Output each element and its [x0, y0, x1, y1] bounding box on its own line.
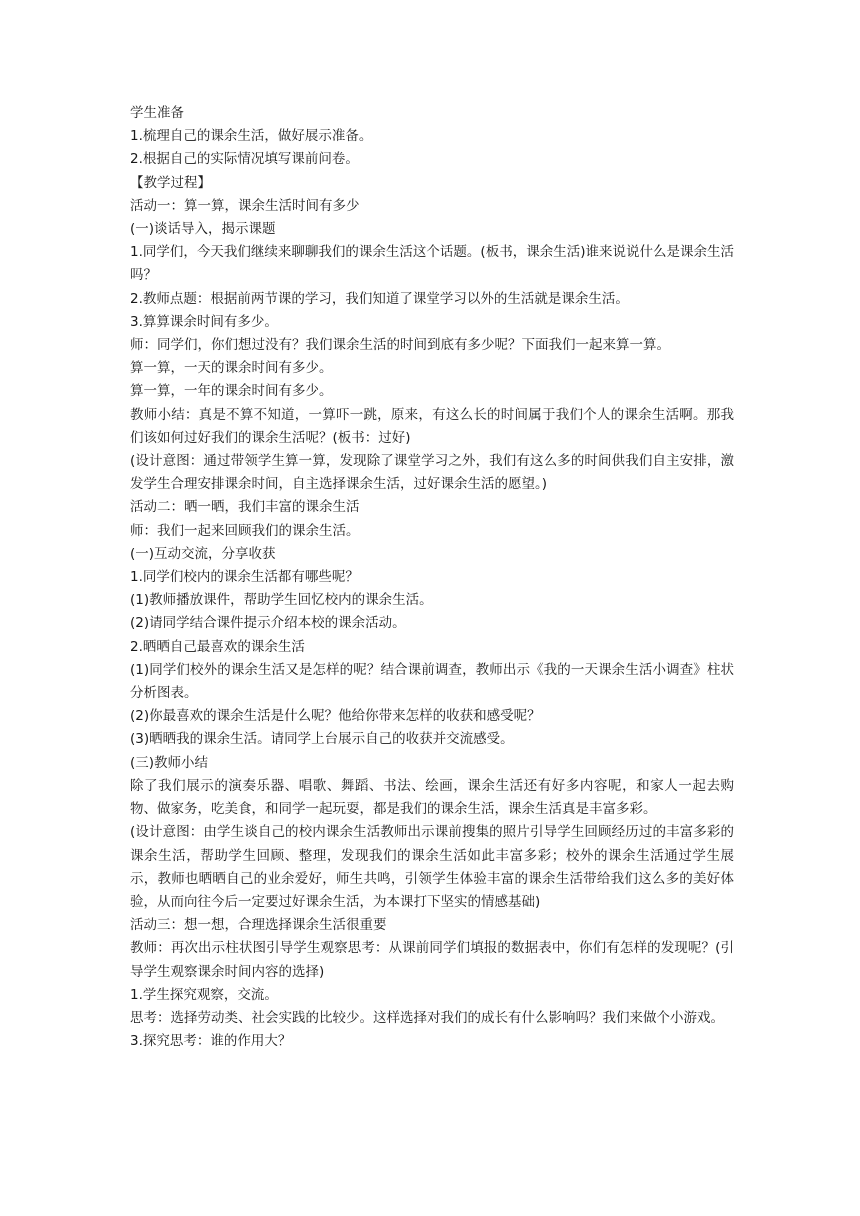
document-body	[130, 102, 734, 1053]
subsection-heading: (一)谈话导入，揭示课题	[130, 221, 276, 238]
paragraph: 除了我们展示的演奏乐器、唱歌、舞蹈、书法、绘画，课余生活还有好多内容呢，和家人一起去购物、做家务，吃美食，和同学一起玩耍，都是我们的课余生活，课余生活真是丰富多彩。	[130, 777, 734, 818]
paragraph: 3.探究思考：谁的作用大？	[130, 1033, 292, 1050]
paragraph: 1.学生探究观察，交流。	[130, 986, 278, 1003]
design-intent-note: (设计意图：通过带领学生算一算，发现除了课堂学习之外，我们有这么多的时间供我们自主安排，激发学生合理安排课余时间，自主选择课余生活，过好课余生活的愿望。)	[130, 453, 734, 493]
paragraph: 1.同学们，今天我们继续来聊聊我们的课余生活这个话题。(板书，课余生活)谁来说说什么是课余生活吗？	[130, 244, 734, 284]
paragraph: 2.晒晒自己最喜欢的课余生活	[130, 638, 305, 655]
paragraph: 教师小结：真是不算不知道，一算吓一跳，原来，有这么长的时间属于我们个人的课余生活啊。那我们该如何过好我们的课余生活呢？(板书：过好)	[130, 406, 734, 446]
paragraph: 教师：再次出示柱状图引导学生观察思考：从课前同学们填报的数据表中，你们有怎样的发现呢？(引导学生观察课余时间内容的选择)	[130, 940, 734, 980]
paragraph: (2)你最喜欢的课余生活是什么呢？他给你带来怎样的收获和感受呢？	[130, 708, 541, 725]
paragraph: 算一算，一天的课余时间有多少。	[130, 360, 333, 377]
paragraph: 1.梳理自己的课余生活，做好展示准备。	[130, 128, 373, 145]
paragraph: (3)晒晒我的课余生活。请同学上台展示自己的收获并交流感受。	[130, 731, 514, 748]
paragraph: (2)请同学结合课件提示介绍本校的课余活动。	[130, 615, 406, 632]
paragraph: 师：同学们，你们想过没有？我们课余生活的时间到底有多少呢？下面我们一起来算一算。	[130, 337, 670, 354]
section-heading: 学生准备	[130, 105, 184, 121]
paragraph: 2.教师点题：根据前两节课的学习，我们知道了课堂学习以外的生活就是课余生活。	[130, 290, 629, 307]
section-heading: 【教学过程】	[130, 174, 211, 191]
subsection-heading: (三)教师小结	[130, 754, 209, 771]
activity-heading: 活动三：想一想，合理选择课余生活很重要	[130, 917, 387, 934]
paragraph: 思考：选择劳动类、社会实践的比较少。这样选择对我们的成长有什么影响吗？我们来做个小游戏。	[130, 1009, 724, 1026]
design-intent-note: (设计意图：由学生谈自己的校内课余生活教师出示课前搜集的照片引导学生回顾经历过的丰富多彩的课余生活，帮助学生回顾、整理，发现我们的课余生活如此丰富多彩；校外的课余生活通过学生展示，教师也晒晒自己的业余爱好，师生共鸣，引领学生体验丰富的课余生活带给我们这么多的美好体验，从而向往今后一定要过好课余生活，为本课打下坚实的情感基础)	[130, 824, 734, 910]
activity-heading: 活动二：晒一晒，我们丰富的课余生活	[130, 499, 360, 516]
paragraph: 3.算算课余时间有多少。	[130, 313, 278, 330]
paragraph: 2.根据自己的实际情况填写课前问卷。	[130, 151, 359, 168]
paragraph: 算一算，一年的课余时间有多少。	[130, 383, 333, 400]
paragraph: (1)教师播放课件，帮助学生回忆校内的课余生活。	[130, 592, 433, 609]
activity-heading: 活动一：算一算，课余生活时间有多少	[130, 197, 360, 214]
paragraph: 师：我们一起来回顾我们的课余生活。	[130, 522, 360, 539]
paragraph: 1.同学们校内的课余生活都有哪些呢？	[130, 569, 359, 586]
paragraph: (1)同学们校外的课余生活又是怎样的呢？结合课前调查，教师出示《我的一天课余生活小调查》柱状分析图表。	[130, 661, 734, 702]
subsection-heading: (一)互动交流，分享收获	[130, 545, 276, 562]
